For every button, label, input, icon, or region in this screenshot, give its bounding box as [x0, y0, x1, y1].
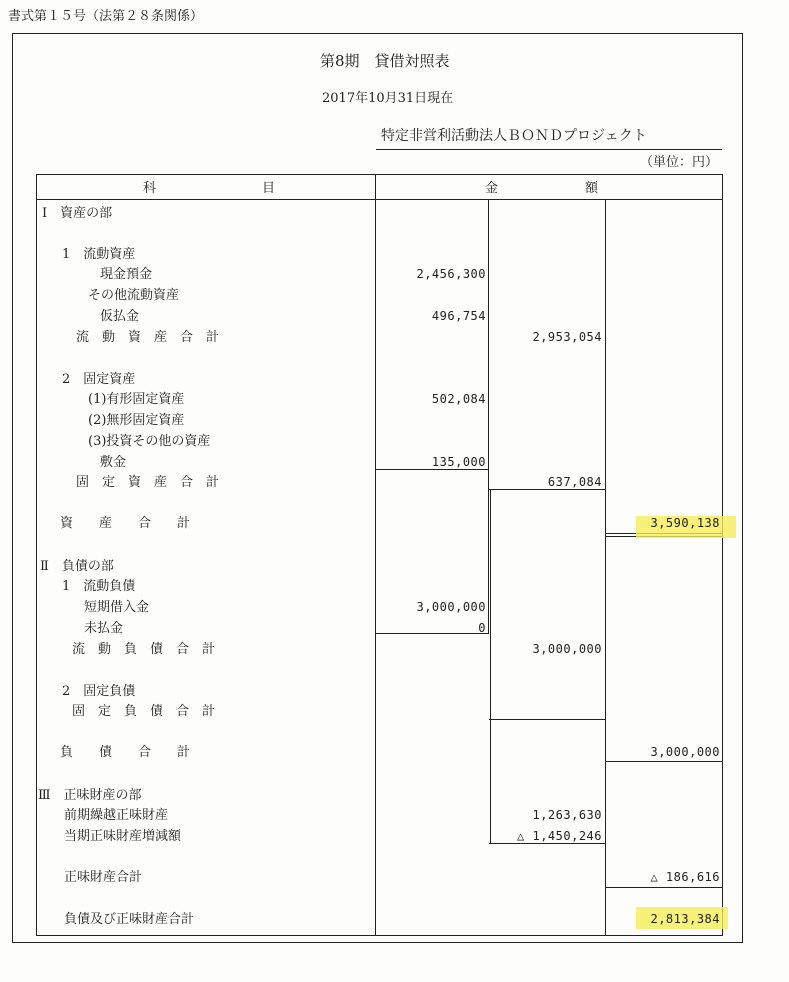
- form-label: 書式第１５号（法第２８条関係）: [8, 9, 204, 24]
- organization-name: 特定非営利活動法人ＢＯＮＤプロジェクト: [381, 128, 647, 144]
- amount-net-assets-total: △ 186,616: [650, 870, 720, 884]
- document-date: 2017年10月31日現在: [322, 91, 454, 106]
- row-label: 仮払金: [100, 309, 140, 324]
- row-label: 短期借入金: [84, 600, 150, 615]
- row-label: 正味財産合計: [64, 870, 143, 885]
- row-label: 現金預金: [100, 267, 153, 282]
- column-line-2a: [605, 200, 606, 536]
- row-label: 前期繰越正味財産: [64, 808, 169, 823]
- unit-label: （単位：円）: [640, 155, 719, 170]
- row-label: (1)有形固定資産: [88, 392, 185, 407]
- subtotal-line-equity: [489, 843, 605, 844]
- row-label: 負 債 合 計: [60, 745, 191, 760]
- column-line-1a: [488, 200, 489, 634]
- header-bottom-line: [36, 199, 723, 200]
- amount-total-assets: 3,590,138: [650, 516, 720, 530]
- amount-cash: 2,456,300: [416, 267, 486, 281]
- total-line-liab: [606, 761, 723, 762]
- amount-total-liabilities: 3,000,000: [650, 745, 720, 759]
- row-label: (2)無形固定資産: [88, 413, 185, 428]
- header-subject-1: 科: [143, 181, 157, 196]
- row-label: 固 定 資 産 合 計: [76, 475, 220, 490]
- amount-current-assets-total: 2,953,054: [532, 330, 602, 344]
- row-label: その他流動資産: [88, 288, 180, 303]
- amount-accounts-payable: 0: [478, 621, 486, 635]
- row-label: 敷金: [100, 455, 127, 470]
- column-line-2b: [605, 536, 606, 761]
- amount-tangible-fixed: 502,084: [431, 392, 486, 406]
- amount-net-assets-change: △ 1,450,246: [517, 829, 602, 843]
- amount-fixed-assets-total: 637,084: [547, 475, 602, 489]
- row-label: 2 固定負債: [62, 684, 136, 699]
- subtotal-line-fixed-assets: [376, 469, 488, 470]
- row-label: 1 流動資産: [62, 247, 136, 262]
- amount-deposit: 135,000: [431, 455, 486, 469]
- amount-total-liab-and-net-assets: 2,813,384: [650, 912, 720, 926]
- row-label: 当期正味財産増減額: [64, 829, 182, 844]
- row-label: 流 動 負 債 合 計: [72, 642, 216, 657]
- column-line-1b: [490, 489, 491, 719]
- amount-short-term-loan: 3,000,000: [416, 600, 486, 614]
- row-label: 負債及び正味財産合計: [64, 912, 195, 927]
- row-label: 2 固定資産: [62, 372, 136, 387]
- row-label: 流 動 資 産 合 計: [76, 330, 220, 345]
- total-line-equity: [606, 887, 723, 888]
- row-label: (3)投資その他の資産: [88, 434, 211, 449]
- column-divider-subject: [375, 174, 376, 936]
- document-title: 第8期 貸借対照表: [320, 52, 450, 70]
- row-label: 未払金: [84, 621, 124, 636]
- amount-advance-payment: 496,754: [431, 309, 486, 323]
- subtotal-line-current-liab: [376, 633, 488, 634]
- row-label: Ⅲ 正味財産の部: [38, 788, 142, 803]
- amount-current-liab-total: 3,000,000: [532, 642, 602, 656]
- column-line-2c: [605, 761, 606, 936]
- row-label: Ⅰ 資産の部: [42, 206, 113, 221]
- column-line-1c: [490, 719, 491, 843]
- header-amount-1: 金: [485, 181, 499, 196]
- row-label: Ⅱ 負債の部: [40, 559, 114, 574]
- row-label: 固 定 負 債 合 計: [72, 704, 216, 719]
- row-label: 資 産 合 計: [60, 516, 191, 531]
- subtotal-line-assets: [489, 489, 605, 490]
- subtotal-line-liab: [489, 719, 605, 720]
- row-label: 1 流動負債: [62, 579, 136, 594]
- header-subject-2: 目: [262, 181, 276, 196]
- amount-prior-net-assets: 1,263,630: [532, 808, 602, 822]
- header-amount-2: 額: [585, 181, 599, 196]
